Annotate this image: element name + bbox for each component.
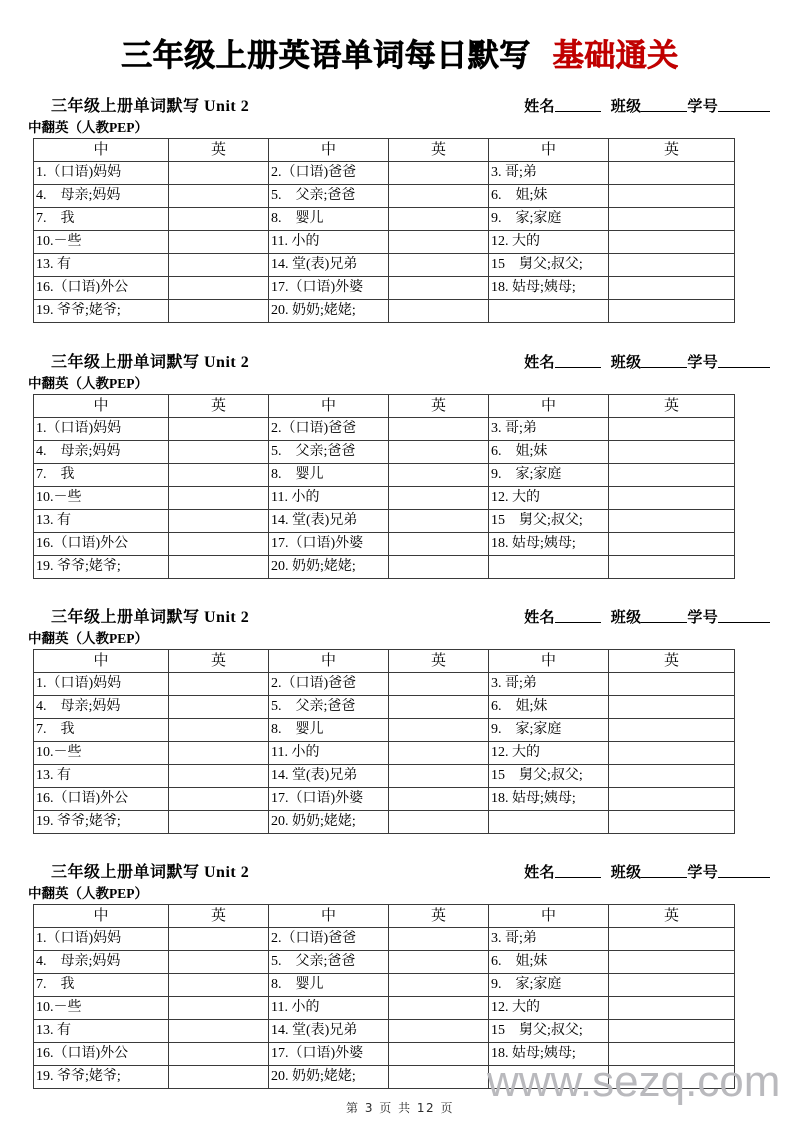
prompt-cell: 7. 我 (34, 974, 169, 997)
section-title: 三年级上册单词默写 Unit 2 (51, 609, 250, 626)
prompt-cell: 5. 父亲;爸爸 (269, 185, 389, 208)
table-row (34, 533, 735, 556)
answer-cell[interactable] (389, 418, 489, 441)
student-info-line (524, 863, 770, 884)
table-row (34, 928, 735, 951)
prompt-cell: 15 舅父;叔父; (489, 510, 609, 533)
section-title: 三年级上册单词默写 Unit 2 (51, 354, 250, 371)
prompt-cell: 11. 小的 (269, 231, 389, 254)
column-header: 英 (609, 650, 735, 673)
prompt-cell: 19. 爷爷;姥爷; (34, 811, 169, 834)
vocabulary-table (33, 138, 735, 323)
column-header: 中 (269, 650, 389, 673)
answer-cell[interactable] (169, 765, 269, 788)
answer-cell[interactable] (609, 464, 735, 487)
answer-cell[interactable] (609, 533, 735, 556)
name-field-blank[interactable] (555, 354, 601, 368)
column-header: 英 (609, 139, 735, 162)
answer-cell[interactable] (609, 277, 735, 300)
worksheet-section (0, 96, 800, 323)
answer-cell[interactable] (169, 418, 269, 441)
table-row (34, 556, 735, 579)
table-row (34, 951, 735, 974)
prompt-cell: 6. 姐;妹 (489, 185, 609, 208)
answer-cell[interactable] (389, 510, 489, 533)
answer-cell[interactable] (389, 441, 489, 464)
prompt-cell: 17.（口语)外婆 (269, 788, 389, 811)
prompt-cell: 4. 母亲;妈妈 (34, 185, 169, 208)
prompt-cell: 8. 婴儿 (269, 208, 389, 231)
prompt-cell: 16.（口语)外公 (34, 533, 169, 556)
student-info-line (524, 353, 770, 374)
answer-cell[interactable] (389, 464, 489, 487)
prompt-cell: 20. 奶奶;姥姥; (269, 556, 389, 579)
answer-cell[interactable] (169, 277, 269, 300)
column-header: 中 (489, 905, 609, 928)
prompt-cell: 8. 婴儿 (269, 464, 389, 487)
answer-cell[interactable] (169, 464, 269, 487)
name-field (524, 610, 601, 626)
page-footer: 第 3 页 共 12 页 (346, 1101, 454, 1115)
class-field-label: 班级 (610, 610, 642, 626)
class-field-blank[interactable] (641, 864, 687, 878)
table-header-row (34, 650, 735, 673)
vocabulary-table (33, 904, 735, 1089)
worksheet-section (0, 352, 800, 579)
answer-cell[interactable] (609, 1066, 735, 1089)
table-row (34, 464, 735, 487)
prompt-cell: 12. 大的 (489, 997, 609, 1020)
answer-cell[interactable] (609, 928, 735, 951)
class-field (611, 865, 688, 881)
name-field (524, 865, 601, 881)
answer-cell[interactable] (389, 162, 489, 185)
answer-cell[interactable] (169, 162, 269, 185)
vocabulary-table (33, 649, 735, 834)
prompt-cell: 17.（口语)外婆 (269, 533, 389, 556)
prompt-cell: 18. 姑母;姨母; (489, 277, 609, 300)
student-id-field (687, 610, 770, 626)
name-field-blank[interactable] (555, 609, 601, 623)
table-row (34, 696, 735, 719)
section-subtitle: 中翻英（人教PEP） (28, 376, 148, 391)
prompt-cell: 15 舅父;叔父; (489, 765, 609, 788)
answer-cell[interactable] (169, 951, 269, 974)
table-header-row (34, 139, 735, 162)
table-row (34, 742, 735, 765)
table-row (34, 487, 735, 510)
prompt-cell: 7. 我 (34, 464, 169, 487)
table-row (34, 162, 735, 185)
column-header: 英 (169, 395, 269, 418)
answer-cell[interactable] (389, 185, 489, 208)
prompt-cell: 12. 大的 (489, 742, 609, 765)
answer-cell[interactable] (389, 974, 489, 997)
answer-cell[interactable] (169, 742, 269, 765)
answer-cell[interactable] (169, 533, 269, 556)
student-id-field-label: 学号 (687, 610, 718, 626)
answer-cell[interactable] (389, 1020, 489, 1043)
class-field (611, 610, 688, 626)
name-field-blank[interactable] (555, 98, 601, 112)
prompt-cell: 2.（口语)爸爸 (269, 162, 389, 185)
prompt-cell: 4. 母亲;妈妈 (34, 441, 169, 464)
prompt-cell: 10.－些 (34, 742, 169, 765)
column-header: 中 (34, 905, 169, 928)
student-id-field-blank[interactable] (718, 864, 770, 878)
student-id-field (687, 99, 770, 115)
table-row (34, 765, 735, 788)
prompt-cell: 6. 姐;妹 (489, 696, 609, 719)
page-title-accent: 基础通关 (552, 38, 679, 74)
answer-cell[interactable] (389, 300, 489, 323)
answer-cell[interactable] (389, 742, 489, 765)
table-row (34, 1066, 735, 1089)
prompt-cell: 6. 姐;妹 (489, 951, 609, 974)
answer-cell[interactable] (609, 673, 735, 696)
answer-cell[interactable] (609, 951, 735, 974)
name-field (524, 99, 601, 115)
answer-cell[interactable] (609, 254, 735, 277)
column-header: 中 (269, 395, 389, 418)
student-id-field (687, 355, 770, 371)
answer-cell[interactable] (169, 811, 269, 834)
answer-cell[interactable] (609, 510, 735, 533)
student-info-line (524, 608, 770, 629)
column-header: 中 (489, 395, 609, 418)
answer-cell[interactable] (609, 300, 735, 323)
answer-cell[interactable] (389, 997, 489, 1020)
answer-cell[interactable] (609, 1020, 735, 1043)
prompt-cell: 4. 母亲;妈妈 (34, 696, 169, 719)
prompt-cell: 1.（口语)妈妈 (34, 418, 169, 441)
answer-cell[interactable] (389, 208, 489, 231)
column-header: 中 (34, 395, 169, 418)
student-id-field-label: 学号 (687, 355, 718, 371)
prompt-cell: 7. 我 (34, 719, 169, 742)
prompt-cell: 12. 大的 (489, 231, 609, 254)
answer-cell[interactable] (609, 231, 735, 254)
table-row (34, 418, 735, 441)
column-header: 中 (269, 139, 389, 162)
answer-cell[interactable] (389, 254, 489, 277)
answer-cell[interactable] (389, 533, 489, 556)
answer-cell[interactable] (389, 811, 489, 834)
answer-cell[interactable] (169, 208, 269, 231)
prompt-cell: 5. 父亲;爸爸 (269, 951, 389, 974)
answer-cell[interactable] (389, 277, 489, 300)
answer-cell[interactable] (389, 765, 489, 788)
answer-cell[interactable] (169, 441, 269, 464)
answer-cell[interactable] (609, 719, 735, 742)
prompt-cell: 13. 有 (34, 510, 169, 533)
answer-cell[interactable] (169, 487, 269, 510)
answer-cell[interactable] (389, 951, 489, 974)
table-row (34, 673, 735, 696)
column-header: 中 (489, 139, 609, 162)
answer-cell[interactable] (169, 185, 269, 208)
prompt-cell: 3. 哥;弟 (489, 162, 609, 185)
table-row (34, 185, 735, 208)
answer-cell[interactable] (389, 1066, 489, 1089)
table-header-row (34, 395, 735, 418)
answer-cell[interactable] (609, 742, 735, 765)
prompt-cell: 18. 姑母;姨母; (489, 533, 609, 556)
prompt-cell (489, 1066, 609, 1089)
answer-cell[interactable] (169, 300, 269, 323)
section-title: 三年级上册单词默写 Unit 2 (51, 864, 250, 881)
column-header: 中 (489, 650, 609, 673)
prompt-cell: 11. 小的 (269, 997, 389, 1020)
prompt-cell: 16.（口语)外公 (34, 788, 169, 811)
table-row (34, 1020, 735, 1043)
prompt-cell: 9. 家;家庭 (489, 719, 609, 742)
prompt-cell: 11. 小的 (269, 742, 389, 765)
table-row (34, 510, 735, 533)
prompt-cell: 2.（口语)爸爸 (269, 418, 389, 441)
prompt-cell: 9. 家;家庭 (489, 974, 609, 997)
answer-cell[interactable] (389, 719, 489, 742)
prompt-cell: 20. 奶奶;姥姥; (269, 300, 389, 323)
column-header: 中 (34, 650, 169, 673)
prompt-cell: 8. 婴儿 (269, 719, 389, 742)
prompt-cell: 3. 哥;弟 (489, 673, 609, 696)
prompt-cell: 19. 爷爷;姥爷; (34, 300, 169, 323)
answer-cell[interactable] (609, 997, 735, 1020)
prompt-cell: 4. 母亲;妈妈 (34, 951, 169, 974)
prompt-cell: 18. 姑母;姨母; (489, 1043, 609, 1066)
answer-cell[interactable] (389, 1043, 489, 1066)
table-row (34, 997, 735, 1020)
column-header: 中 (269, 905, 389, 928)
class-field (611, 99, 688, 115)
prompt-cell: 1.（口语)妈妈 (34, 928, 169, 951)
name-field (524, 355, 601, 371)
prompt-cell: 5. 父亲;爸爸 (269, 441, 389, 464)
page-title (0, 36, 800, 76)
answer-cell[interactable] (169, 231, 269, 254)
column-header: 英 (609, 395, 735, 418)
prompt-cell: 13. 有 (34, 254, 169, 277)
section-title: 三年级上册单词默写 Unit 2 (51, 98, 250, 115)
answer-cell[interactable] (609, 441, 735, 464)
column-header: 英 (389, 650, 489, 673)
prompt-cell: 7. 我 (34, 208, 169, 231)
table-row (34, 254, 735, 277)
prompt-cell (489, 811, 609, 834)
table-header-row (34, 905, 735, 928)
answer-cell[interactable] (609, 487, 735, 510)
answer-cell[interactable] (389, 673, 489, 696)
answer-cell[interactable] (169, 1020, 269, 1043)
section-header (33, 862, 770, 884)
class-field-blank[interactable] (641, 354, 687, 368)
column-header: 英 (389, 905, 489, 928)
section-subtitle: 中翻英（人教PEP） (28, 886, 148, 901)
prompt-cell: 2.（口语)爸爸 (269, 928, 389, 951)
answer-cell[interactable] (389, 231, 489, 254)
student-id-field-label: 学号 (687, 865, 718, 881)
answer-cell[interactable] (609, 162, 735, 185)
answer-cell[interactable] (609, 418, 735, 441)
table-row (34, 441, 735, 464)
student-info-line (524, 97, 770, 118)
prompt-cell: 18. 姑母;姨母; (489, 788, 609, 811)
answer-cell[interactable] (169, 974, 269, 997)
name-field-label: 姓名 (524, 865, 555, 881)
name-field-label: 姓名 (524, 610, 555, 626)
answer-cell[interactable] (389, 928, 489, 951)
answer-cell[interactable] (609, 811, 735, 834)
column-header: 英 (609, 905, 735, 928)
answer-cell[interactable] (609, 974, 735, 997)
prompt-cell: 10.－些 (34, 487, 169, 510)
prompt-cell: 3. 哥;弟 (489, 418, 609, 441)
prompt-cell: 16.（口语)外公 (34, 277, 169, 300)
prompt-cell: 14. 堂(表)兄弟 (269, 1020, 389, 1043)
student-id-field-blank[interactable] (718, 609, 770, 623)
answer-cell[interactable] (389, 556, 489, 579)
prompt-cell (489, 300, 609, 323)
student-id-field-label: 学号 (687, 99, 718, 115)
table-row (34, 1043, 735, 1066)
answer-cell[interactable] (389, 788, 489, 811)
section-subtitle: 中翻英（人教PEP） (28, 120, 148, 135)
table-row (34, 300, 735, 323)
class-field-blank[interactable] (641, 98, 687, 112)
answer-cell[interactable] (609, 556, 735, 579)
prompt-cell: 13. 有 (34, 1020, 169, 1043)
section-header (33, 96, 770, 118)
column-header: 英 (389, 139, 489, 162)
answer-cell[interactable] (169, 1043, 269, 1066)
worksheet-section (0, 862, 800, 1089)
name-field-label: 姓名 (524, 355, 555, 371)
worksheet-section (0, 607, 800, 834)
prompt-cell: 1.（口语)妈妈 (34, 162, 169, 185)
answer-cell[interactable] (169, 673, 269, 696)
answer-cell[interactable] (609, 765, 735, 788)
answer-cell[interactable] (169, 928, 269, 951)
answer-cell[interactable] (169, 510, 269, 533)
prompt-cell: 19. 爷爷;姥爷; (34, 1066, 169, 1089)
student-id-field-blank[interactable] (718, 354, 770, 368)
vocabulary-table (33, 394, 735, 579)
column-header: 英 (169, 905, 269, 928)
watermark: www.sezq.com (487, 1057, 781, 1106)
answer-cell[interactable] (389, 487, 489, 510)
answer-cell[interactable] (169, 719, 269, 742)
answer-cell[interactable] (609, 185, 735, 208)
table-row (34, 208, 735, 231)
answer-cell[interactable] (169, 254, 269, 277)
prompt-cell: 9. 家;家庭 (489, 464, 609, 487)
class-field-label: 班级 (610, 99, 642, 115)
prompt-cell: 20. 奶奶;姥姥; (269, 1066, 389, 1089)
prompt-cell: 20. 奶奶;姥姥; (269, 811, 389, 834)
column-header: 中 (34, 139, 169, 162)
class-field-blank[interactable] (641, 609, 687, 623)
table-row (34, 719, 735, 742)
column-header: 英 (169, 139, 269, 162)
student-id-field-blank[interactable] (718, 98, 770, 112)
prompt-cell: 12. 大的 (489, 487, 609, 510)
prompt-cell: 15 舅父;叔父; (489, 254, 609, 277)
section-header (33, 607, 770, 629)
page-title-main: 三年级上册英语单词每日默写 (121, 38, 531, 74)
answer-cell[interactable] (609, 696, 735, 719)
answer-cell[interactable] (389, 696, 489, 719)
prompt-cell: 14. 堂(表)兄弟 (269, 254, 389, 277)
class-field-label: 班级 (610, 355, 642, 371)
prompt-cell: 10.－些 (34, 231, 169, 254)
section-header (33, 352, 770, 374)
section-subtitle: 中翻英（人教PEP） (28, 631, 148, 646)
table-row (34, 788, 735, 811)
prompt-cell: 15 舅父;叔父; (489, 1020, 609, 1043)
answer-cell[interactable] (609, 788, 735, 811)
column-header: 英 (389, 395, 489, 418)
table-row (34, 974, 735, 997)
prompt-cell: 17.（口语)外婆 (269, 1043, 389, 1066)
answer-cell[interactable] (169, 556, 269, 579)
prompt-cell: 3. 哥;弟 (489, 928, 609, 951)
prompt-cell: 14. 堂(表)兄弟 (269, 765, 389, 788)
answer-cell[interactable] (169, 997, 269, 1020)
name-field-blank[interactable] (555, 864, 601, 878)
answer-cell[interactable] (609, 1043, 735, 1066)
prompt-cell: 1.（口语)妈妈 (34, 673, 169, 696)
prompt-cell: 2.（口语)爸爸 (269, 673, 389, 696)
answer-cell[interactable] (609, 208, 735, 231)
answer-cell[interactable] (169, 788, 269, 811)
table-row (34, 811, 735, 834)
table-row (34, 231, 735, 254)
answer-cell[interactable] (169, 696, 269, 719)
table-row (34, 277, 735, 300)
prompt-cell: 14. 堂(表)兄弟 (269, 510, 389, 533)
prompt-cell: 11. 小的 (269, 487, 389, 510)
student-id-field (687, 865, 770, 881)
class-field-label: 班级 (610, 865, 642, 881)
prompt-cell: 19. 爷爷;姥爷; (34, 556, 169, 579)
prompt-cell: 9. 家;家庭 (489, 208, 609, 231)
prompt-cell: 5. 父亲;爸爸 (269, 696, 389, 719)
name-field-label: 姓名 (524, 99, 555, 115)
prompt-cell (489, 556, 609, 579)
prompt-cell: 13. 有 (34, 765, 169, 788)
class-field (611, 355, 688, 371)
prompt-cell: 16.（口语)外公 (34, 1043, 169, 1066)
prompt-cell: 6. 姐;妹 (489, 441, 609, 464)
answer-cell[interactable] (169, 1066, 269, 1089)
prompt-cell: 17.（口语)外婆 (269, 277, 389, 300)
column-header: 英 (169, 650, 269, 673)
prompt-cell: 10.－些 (34, 997, 169, 1020)
prompt-cell: 8. 婴儿 (269, 974, 389, 997)
